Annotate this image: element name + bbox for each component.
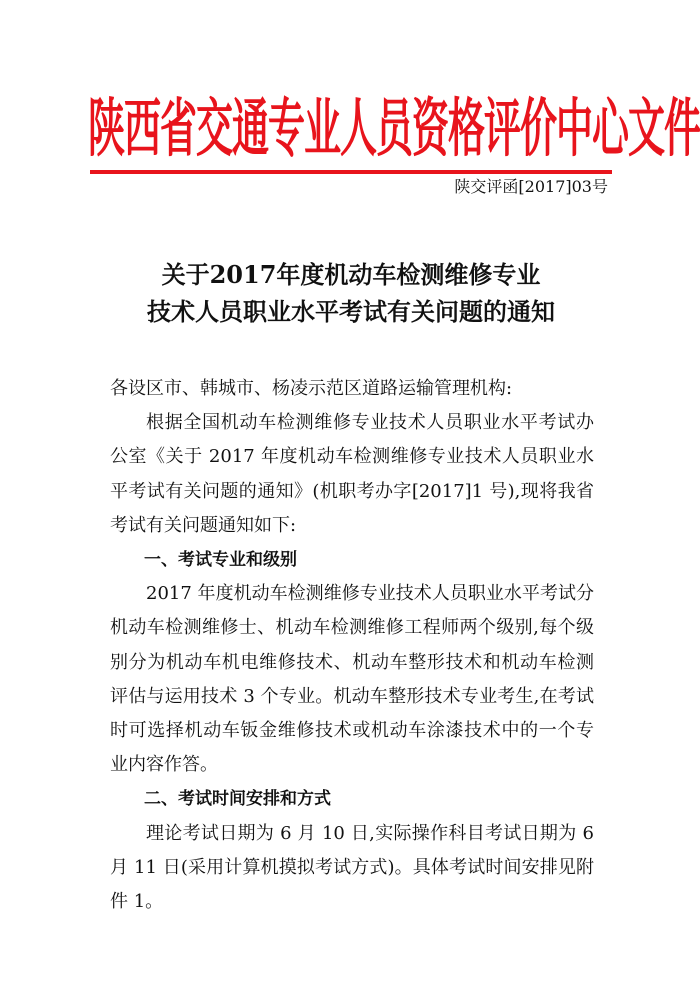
notice-title bbox=[90, 256, 612, 330]
intro-paragraph: 根据全国机动车检测维修专业技术人员职业水平考试办公室《关于 2017 年度机动车检测维修专业技术人员职业水平考试有关问题的通知》(机职考办字[2017]1 号),现将我省考试有关问题通知如下: bbox=[110, 412, 594, 536]
section2-paragraph: 理论考试日期为 6 月 10 日,实际操作科目考试日期为 6 月 11 日(采用计算机摸拟考试方式)。具体考试时间安排见附件 1。 bbox=[110, 822, 594, 913]
notice-body bbox=[110, 372, 594, 919]
section2-heading: 二、考试时间安排和方式 bbox=[144, 789, 331, 810]
notice-title-line2: 技术人员职业水平考试有关问题的通知 bbox=[147, 297, 555, 326]
section1-heading: 一、考试专业和级别 bbox=[144, 550, 297, 571]
notice-title-line1: 关于2017年度机动车检测维修专业 bbox=[161, 260, 541, 289]
header-red-rule bbox=[90, 170, 612, 174]
addressee: 各设区市、韩城市、杨凌示范区道路运输管理机构: bbox=[110, 378, 513, 399]
document-number: 陕交评函[2017]03号 bbox=[454, 177, 608, 196]
section1-paragraph: 2017 年度机动车检测维修专业技术人员职业水平考试分机动车检测维修士、机动车检测维修工程师两个级别,每个级别分为机动车机电维修技术、机动车整形技术和机动车检测评估与运用技术 3 个专业。机动车整形技术专业考生,在考试时可选择机动车钣金维修技术或机动车涂漆技术中的一个专业内容作答。 bbox=[110, 583, 594, 776]
org-header-title: 陕西省交通专业人员资格评价中心文件 bbox=[88, 90, 700, 166]
